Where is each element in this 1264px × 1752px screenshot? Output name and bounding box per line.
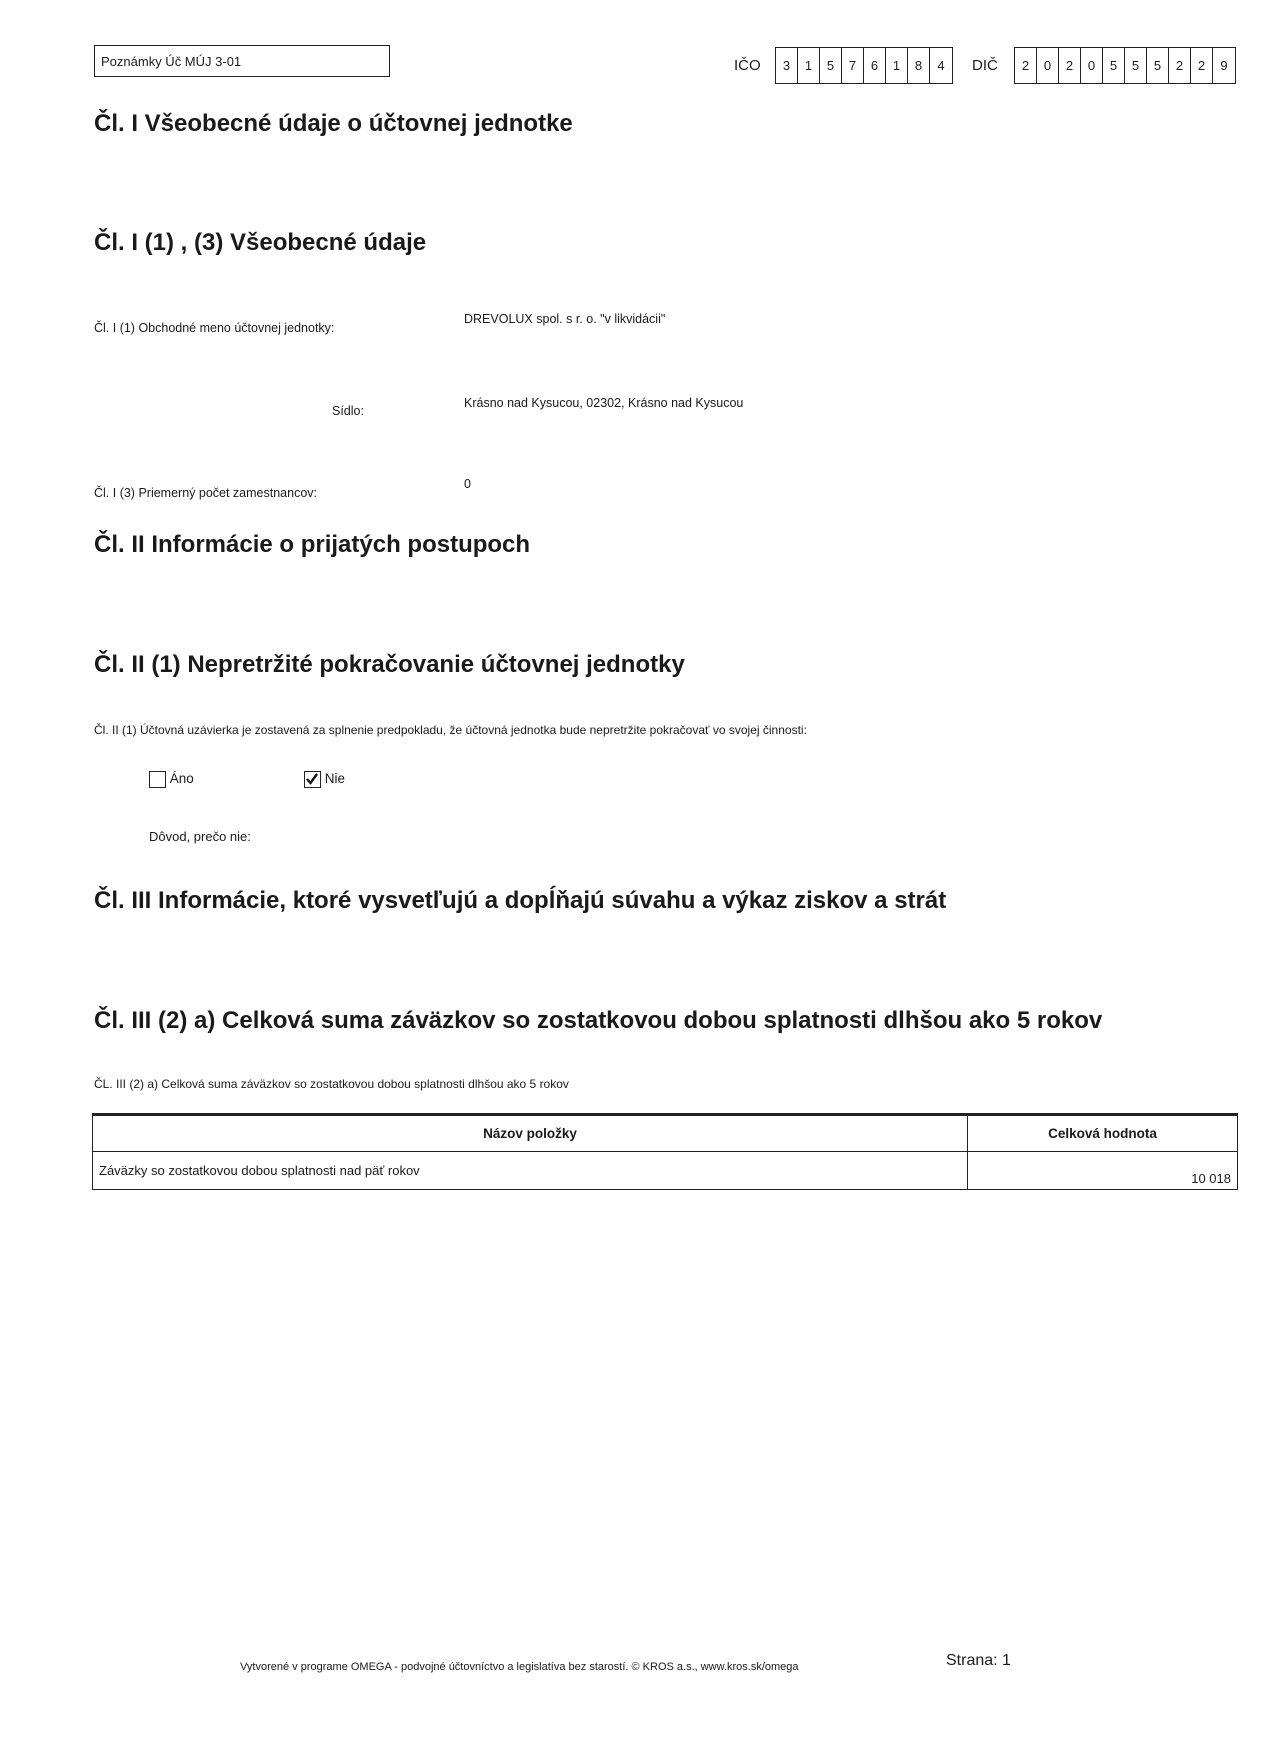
option-no[interactable] [304, 771, 345, 788]
dic-digits [1014, 47, 1236, 84]
ico-digit: 4 [937, 58, 945, 73]
dic-digit: 2 [1059, 48, 1081, 83]
option-yes-label: Áno [169, 771, 194, 787]
dic-digit: 5 [1125, 48, 1147, 83]
ico-digit: 7 [842, 48, 864, 83]
dic-digit: 5 [1147, 48, 1169, 83]
dic-label: DIČ [972, 57, 998, 74]
section-3-title: Čl. III Informácie, ktoré vysvetľujú a dopĺňajú súvahu a výkaz ziskov a strát [94, 887, 947, 914]
checkbox-no[interactable] [304, 771, 321, 788]
col-header-name: Názov položky [93, 1115, 968, 1152]
ico-digit: 8 [908, 48, 930, 83]
table-row [93, 1152, 1238, 1190]
seat-label: Sídlo: [332, 404, 364, 418]
dic-digit: 5 [1103, 48, 1125, 83]
form-code: Poznámky Úč MÚJ 3-01 [101, 54, 242, 69]
continuity-question: Čl. II (1) Účtovná uzávierka je zostavená za splnenie predpokladu, že účtovná jednotka bude nepretržite pokračovať vo svojej činnosti: [94, 723, 807, 737]
checkbox-yes[interactable] [149, 771, 166, 788]
ico-label: IČO [734, 57, 761, 74]
section-2-title: Čl. II Informácie o prijatých postupoch [94, 531, 531, 558]
section-3-subtitle: Čl. III (2) a) Celková suma záväzkov so zostatkovou dobou splatnosti dlhšou ako 5 rokov [94, 1007, 1103, 1034]
section-2-subtitle: Čl. II (1) Nepretržité pokračovanie účtovnej jednotky [94, 651, 685, 678]
section-1-subtitle: Čl. I (1) , (3) Všeobecné údaje [94, 229, 427, 256]
option-no-label: Nie [324, 771, 346, 787]
col-header-value: Celková hodnota [968, 1115, 1238, 1152]
page-number: Strana: 1 [946, 1652, 1011, 1669]
business-name-label: Čl. I (1) Obchodné meno účtovnej jednotky: [94, 321, 335, 335]
ico-digit: 1 [886, 48, 908, 83]
employees-value: 0 [464, 477, 471, 491]
footer-text: Vytvorené v programe OMEGA - podvojné účtovníctvo a legislatíva bez starostí. © KROS a.s., www.kros.sk/omega [240, 1661, 799, 1673]
ico-digit: 1 [798, 48, 820, 83]
ico-digit: 5 [820, 48, 842, 83]
business-name-value: DREVOLUX spol. s r. o. "v likvidácii" [464, 312, 666, 326]
dic-digit: 0 [1037, 48, 1059, 83]
ico-digit: 3 [776, 48, 798, 83]
seat-value: Krásno nad Kysucou, 02302, Krásno nad Kysucou [464, 396, 744, 410]
dic-digit: 2 [1191, 48, 1213, 83]
section-3-caption: ČL. III (2) a) Celková suma záväzkov so zostatkovou dobou splatnosti dlhšou ako 5 rokov [94, 1077, 569, 1091]
option-yes[interactable] [149, 771, 194, 788]
reason-label: Dôvod, prečo nie: [149, 829, 251, 844]
row-value: 10 018 [968, 1152, 1238, 1190]
dic-digit: 2 [1169, 48, 1191, 83]
row-name: Záväzky so zostatkovou dobou splatnosti nad päť rokov [93, 1152, 968, 1190]
ico-digit: 6 [864, 48, 886, 83]
liabilities-table [92, 1113, 1238, 1190]
ico-digits [775, 47, 953, 84]
dic-digit: 0 [1081, 48, 1103, 83]
dic-digit: 2 [1015, 48, 1037, 83]
form-code-box [94, 45, 390, 77]
dic-digit: 9 [1220, 58, 1228, 73]
section-1-title: Čl. I Všeobecné údaje o účtovnej jednotke [94, 110, 573, 137]
employees-label: Čl. I (3) Priemerný počet zamestnancov: [94, 486, 317, 500]
